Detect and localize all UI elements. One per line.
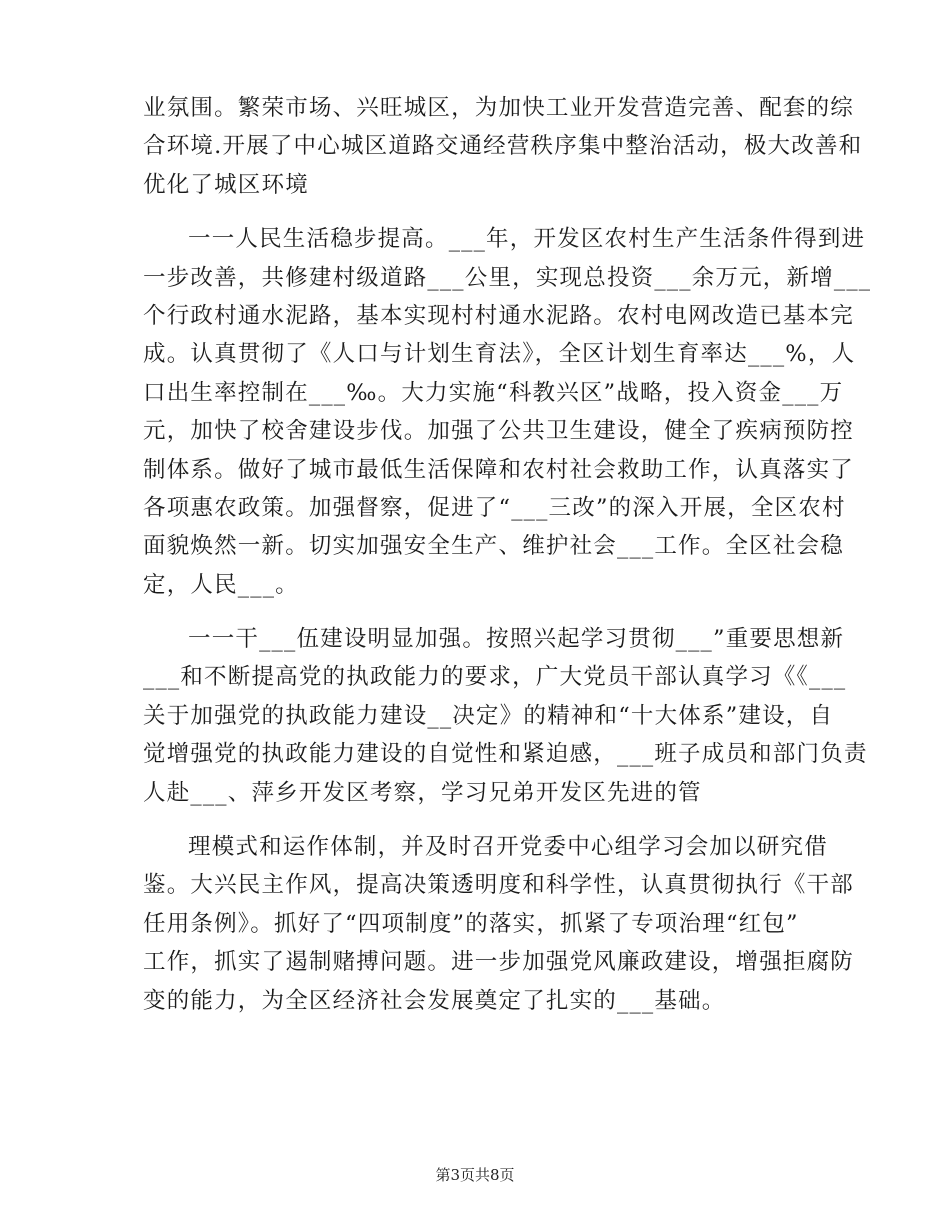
text-line: 成。认真贯彻了《人口与计划生育法》，全区计划生育率达___%，人 — [143, 341, 856, 368]
text-line: 任用条例》。抓好了“四项制度”的落实，抓紧了专项治理“红包” — [143, 910, 799, 937]
text-line: 个行政村通水泥路，基本实现村村通水泥路。农村电网改造已基本完 — [143, 302, 855, 329]
text-line: 元，加快了校舍建设步伐。加强了公共卫生建设，健全了疾病预防控 — [143, 418, 855, 445]
text-line: 人赴___、萍乡开发区考察，学习兄弟开发区先进的管 — [143, 779, 702, 806]
text-line: ___和不断提高党的执政能力的要求，广大党员干部认真学习《《___ — [143, 664, 847, 691]
text-line: 面貌焕然一新。切实加强安全生产、维护社会___工作。全区社会稳 — [143, 533, 844, 560]
text-line: 一一人民生活稳步提高。___年，开发区农村生产生活条件得到进 — [188, 226, 866, 253]
paragraph-3 — [143, 620, 868, 812]
text-line: 一步改善，共修建村级道路___公里，实现总投资___余万元，新增___ — [143, 264, 872, 291]
text-line: 各项惠农政策。加强督察，促进了“___三改”的深入开展，全区农村 — [143, 494, 846, 521]
text-line: 口出生率控制在___‰。大力实施“科教兴区”战略，投入资金___万 — [143, 379, 844, 406]
text-line: 理模式和运作体制，并及时召开党委中心组学习会加以研究借 — [188, 834, 828, 861]
text-line: 一一干___伍建设明显加强。按照兴起学习贯彻___”重要思想新 — [188, 626, 845, 653]
text-line: 鉴。大兴民主作风，提高决策透明度和科学性，认真贯彻执行《干部 — [143, 872, 855, 899]
text-line: 定，人民___。 — [143, 571, 299, 598]
text-line: 制体系。做好了城市最低生活保障和农村社会救助工作，认真落实了 — [143, 456, 855, 483]
text-line: 优化了城区环境 — [143, 171, 309, 198]
text-line: 合环境.开展了中心城区道路交通经营秩序集中整治活动，极大改善和 — [143, 133, 863, 160]
paragraph-2 — [143, 220, 872, 604]
text-line: 觉增强党的执政能力建设的自觉性和紧迫感，___班子成员和部门负责 — [143, 741, 868, 768]
text-line: 关于加强党的执政能力建设__决定》的精神和“十大体系”建设，自 — [143, 702, 834, 729]
page-number: 第3页共8页 — [435, 1166, 515, 1184]
text-line: 工作，抓实了遏制赌搏问题。进一步加强党风廉政建设，增强拒腐防 — [143, 949, 855, 976]
paragraph-1 — [143, 89, 863, 204]
paragraph-4 — [143, 828, 855, 1020]
text-line: 变的能力，为全区经济社会发展奠定了扎实的___基础。 — [143, 987, 726, 1014]
body-text — [143, 89, 872, 1020]
text-line: 业氛围。繁荣市场、兴旺城区，为加快工业开发营造完善、配套的综 — [143, 95, 855, 121]
